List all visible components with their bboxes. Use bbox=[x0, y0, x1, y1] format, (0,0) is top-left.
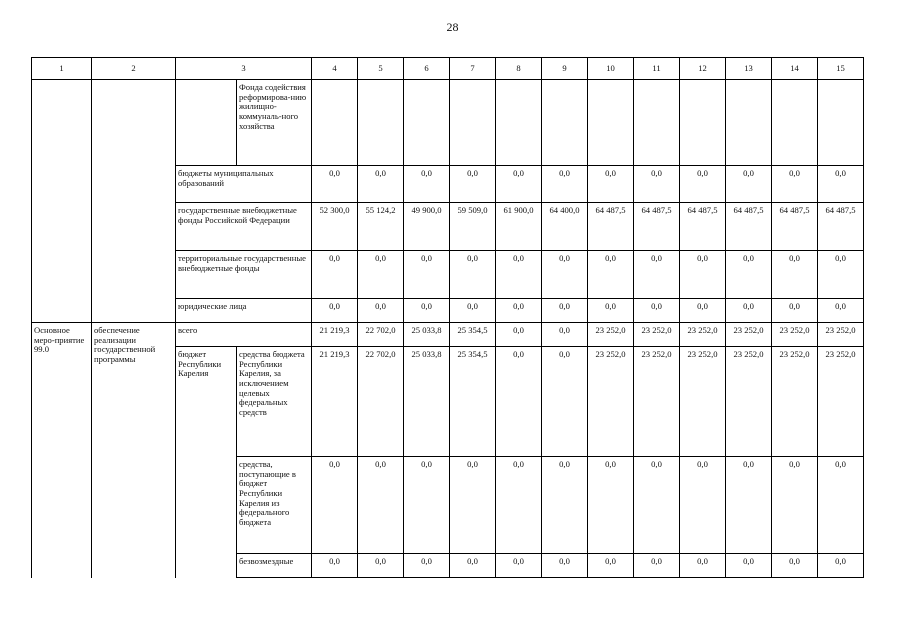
column-number-row bbox=[32, 58, 864, 80]
cell-event-purpose: обеспечение реализации государственной программы bbox=[92, 323, 176, 578]
table-cell: 0,0 bbox=[772, 554, 818, 578]
table-cell: 0,0 bbox=[818, 299, 864, 323]
column-number: 9 bbox=[542, 58, 588, 80]
table-cell: 0,0 bbox=[588, 554, 634, 578]
table-cell: 0,0 bbox=[634, 299, 680, 323]
table-cell: 0,0 bbox=[358, 299, 404, 323]
table-cell: 0,0 bbox=[496, 299, 542, 323]
table-cell: 0,0 bbox=[680, 166, 726, 203]
table-cell: 0,0 bbox=[726, 251, 772, 299]
table-cell: 0,0 bbox=[680, 299, 726, 323]
table-cell: 0,0 bbox=[542, 166, 588, 203]
column-number: 5 bbox=[358, 58, 404, 80]
table-cell: 0,0 bbox=[312, 251, 358, 299]
table-cell: 0,0 bbox=[542, 299, 588, 323]
table-cell: 0,0 bbox=[542, 323, 588, 347]
cell-budget-karelia: бюджет Республики Карелия bbox=[176, 347, 237, 578]
table-cell: 23 252,0 bbox=[818, 323, 864, 347]
table-cell: 0,0 bbox=[358, 457, 404, 554]
table-cell: 0,0 bbox=[680, 554, 726, 578]
table-cell: 23 252,0 bbox=[726, 347, 772, 457]
table-cell: 0,0 bbox=[818, 166, 864, 203]
table-cell: 0,0 bbox=[312, 299, 358, 323]
table-cell: 0,0 bbox=[818, 457, 864, 554]
table-cell: 0,0 bbox=[496, 251, 542, 299]
table-cell: 21 219,3 bbox=[312, 323, 358, 347]
column-number: 1 bbox=[32, 58, 92, 80]
table-cell: 23 252,0 bbox=[588, 323, 634, 347]
table-cell: 64 487,5 bbox=[680, 203, 726, 251]
cell-source-continued bbox=[176, 80, 237, 166]
table-cell: 23 252,0 bbox=[726, 323, 772, 347]
table-cell: 0,0 bbox=[358, 251, 404, 299]
column-number: 10 bbox=[588, 58, 634, 80]
row-label-free: безвозмездные bbox=[237, 554, 312, 578]
row-label-total: всего bbox=[176, 323, 312, 347]
column-number: 6 bbox=[404, 58, 450, 80]
table-cell: 0,0 bbox=[404, 299, 450, 323]
table-cell: 64 487,5 bbox=[588, 203, 634, 251]
row-label-own-funds: средства бюджета Республики Карелия, за исключением целевых федеральных средств bbox=[237, 347, 312, 457]
table-cell: 0,0 bbox=[496, 166, 542, 203]
table-cell: 21 219,3 bbox=[312, 347, 358, 457]
table-cell: 0,0 bbox=[634, 457, 680, 554]
table-cell: 0,0 bbox=[450, 166, 496, 203]
table-cell: 23 252,0 bbox=[772, 347, 818, 457]
cell-event-continued bbox=[32, 80, 92, 323]
column-number: 11 bbox=[634, 58, 680, 80]
column-number: 8 bbox=[496, 58, 542, 80]
cell-event-title: Основное меро-приятие 99.0 bbox=[32, 323, 92, 578]
table-cell: 61 900,0 bbox=[496, 203, 542, 251]
table-cell: 0,0 bbox=[358, 166, 404, 203]
table-cell: 0,0 bbox=[496, 554, 542, 578]
table-cell: 55 124,2 bbox=[358, 203, 404, 251]
column-number: 12 bbox=[680, 58, 726, 80]
table-cell: 0,0 bbox=[542, 347, 588, 457]
cell-purpose-continued bbox=[92, 80, 176, 323]
table-cell: 0,0 bbox=[496, 457, 542, 554]
table-row-fund-reform bbox=[32, 80, 864, 166]
table-cell: 0,0 bbox=[588, 251, 634, 299]
table-cell: 0,0 bbox=[312, 457, 358, 554]
table-cell: 23 252,0 bbox=[634, 347, 680, 457]
table-cell: 49 900,0 bbox=[404, 203, 450, 251]
table-cell: 0,0 bbox=[772, 299, 818, 323]
row-label-municipal: бюджеты муниципальных образований bbox=[176, 166, 312, 203]
column-number: 7 bbox=[450, 58, 496, 80]
table-cell: 0,0 bbox=[772, 166, 818, 203]
table-cell: 0,0 bbox=[680, 457, 726, 554]
budget-table bbox=[31, 57, 864, 578]
page-number: 28 bbox=[446, 20, 459, 34]
table-cell: 0,0 bbox=[404, 166, 450, 203]
table-cell: 0,0 bbox=[404, 457, 450, 554]
table-cell: 0,0 bbox=[450, 299, 496, 323]
table-cell: 25 033,8 bbox=[404, 323, 450, 347]
column-number: 14 bbox=[772, 58, 818, 80]
table-cell: 0,0 bbox=[496, 323, 542, 347]
table-cell: 0,0 bbox=[496, 347, 542, 457]
table-cell: 0,0 bbox=[450, 554, 496, 578]
row-label-territorial: территориальные государственные внебюджетные фонды bbox=[176, 251, 312, 299]
table-cell: 0,0 bbox=[404, 251, 450, 299]
row-label-state-funds: государственные внебюджетные фонды Российской Федерации bbox=[176, 203, 312, 251]
table-cell: 0,0 bbox=[404, 554, 450, 578]
table-cell: 0,0 bbox=[726, 457, 772, 554]
table-cell: 59 509,0 bbox=[450, 203, 496, 251]
table-cell: 23 252,0 bbox=[588, 347, 634, 457]
table-cell: 0,0 bbox=[818, 554, 864, 578]
column-number: 4 bbox=[312, 58, 358, 80]
table-cell: 64 400,0 bbox=[542, 203, 588, 251]
table-cell: 0,0 bbox=[772, 457, 818, 554]
table-cell: 23 252,0 bbox=[818, 347, 864, 457]
table-cell: 0,0 bbox=[588, 166, 634, 203]
table-cell: 22 702,0 bbox=[358, 323, 404, 347]
cell-fund-reform-label: Фонда содействия реформирова-нию жилищно-коммуналь-ного хозяйства bbox=[237, 80, 312, 166]
table-cell: 64 487,5 bbox=[772, 203, 818, 251]
table-cell: 0,0 bbox=[726, 554, 772, 578]
table-cell: 0,0 bbox=[634, 251, 680, 299]
table-cell: 0,0 bbox=[634, 166, 680, 203]
table-cell: 23 252,0 bbox=[680, 347, 726, 457]
table-cell: 25 354,5 bbox=[450, 323, 496, 347]
table-cell: 0,0 bbox=[588, 457, 634, 554]
table-cell: 52 300,0 bbox=[312, 203, 358, 251]
table-cell: 0,0 bbox=[680, 251, 726, 299]
table-cell: 0,0 bbox=[634, 554, 680, 578]
table-cell: 64 487,5 bbox=[818, 203, 864, 251]
row-label-legal: юридические лица bbox=[176, 299, 312, 323]
table-cell: 0,0 bbox=[588, 299, 634, 323]
table-cell: 0,0 bbox=[726, 299, 772, 323]
table-cell: 0,0 bbox=[358, 554, 404, 578]
column-number: 3 bbox=[176, 58, 312, 80]
table-row bbox=[32, 323, 864, 347]
table-cell: 0,0 bbox=[450, 251, 496, 299]
table-cell: 64 487,5 bbox=[634, 203, 680, 251]
table-cell: 23 252,0 bbox=[634, 323, 680, 347]
column-number: 13 bbox=[726, 58, 772, 80]
column-number: 2 bbox=[92, 58, 176, 80]
column-number: 15 bbox=[818, 58, 864, 80]
table-cell: 64 487,5 bbox=[726, 203, 772, 251]
table-cell: 0,0 bbox=[312, 554, 358, 578]
table-cell: 0,0 bbox=[542, 457, 588, 554]
row-label-federal: средства, поступающие в бюджет Республики Карелия из федерального бюджета bbox=[237, 457, 312, 554]
table-cell: 0,0 bbox=[726, 166, 772, 203]
table-cell: 0,0 bbox=[542, 554, 588, 578]
table-cell: 0,0 bbox=[772, 251, 818, 299]
table-cell: 25 033,8 bbox=[404, 347, 450, 457]
table-cell: 22 702,0 bbox=[358, 347, 404, 457]
table-cell: 23 252,0 bbox=[772, 323, 818, 347]
table-cell: 25 354,5 bbox=[450, 347, 496, 457]
table-cell: 0,0 bbox=[312, 166, 358, 203]
table-cell: 0,0 bbox=[450, 457, 496, 554]
table-cell: 23 252,0 bbox=[680, 323, 726, 347]
table-cell: 0,0 bbox=[818, 251, 864, 299]
table-cell: 0,0 bbox=[542, 251, 588, 299]
